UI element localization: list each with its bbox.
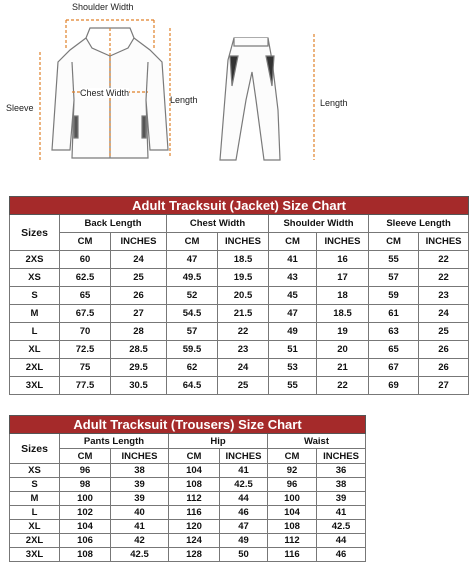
value-cell: 112 — [268, 534, 317, 548]
value-cell: 30.5 — [111, 377, 167, 395]
value-cell: 98 — [60, 478, 111, 492]
value-cell: 42.5 — [220, 478, 268, 492]
trousers-unit-header-row — [10, 449, 366, 464]
value-cell: 41 — [269, 251, 317, 269]
value-cell: 26 — [419, 359, 469, 377]
size-row — [10, 534, 366, 548]
value-cell: 41 — [111, 520, 169, 534]
size-cell: XL — [10, 341, 60, 359]
value-cell: 24 — [419, 305, 469, 323]
size-cell: XL — [10, 520, 60, 534]
value-cell: 72.5 — [60, 341, 111, 359]
value-cell: 70 — [60, 323, 111, 341]
value-cell: 25 — [218, 377, 269, 395]
value-cell: 45 — [269, 287, 317, 305]
group-header: Waist — [268, 434, 366, 449]
shoulder-width-label: Shoulder Width — [72, 2, 134, 12]
value-cell: 19.5 — [218, 269, 269, 287]
value-cell: 22 — [317, 377, 369, 395]
value-cell: 38 — [317, 478, 366, 492]
value-cell: 49.5 — [167, 269, 218, 287]
value-cell: 20.5 — [218, 287, 269, 305]
value-cell: 27 — [111, 305, 167, 323]
value-cell: 17 — [317, 269, 369, 287]
value-cell: 29.5 — [111, 359, 167, 377]
unit-header: CM — [60, 449, 111, 464]
value-cell: 28 — [111, 323, 167, 341]
trousers-size-chart — [9, 415, 366, 562]
value-cell: 62 — [167, 359, 218, 377]
unit-header: INCHES — [317, 233, 369, 251]
size-row — [10, 492, 366, 506]
value-cell: 104 — [60, 520, 111, 534]
jacket-chart-title: Adult Tracksuit (Jacket) Size Chart — [10, 197, 469, 215]
value-cell: 47 — [269, 305, 317, 323]
value-cell: 116 — [268, 548, 317, 562]
value-cell: 108 — [60, 548, 111, 562]
value-cell: 104 — [169, 464, 220, 478]
jacket-table-body — [10, 251, 469, 395]
value-cell: 120 — [169, 520, 220, 534]
value-cell: 19 — [317, 323, 369, 341]
unit-header: INCHES — [419, 233, 469, 251]
unit-header: INCHES — [111, 233, 167, 251]
value-cell: 41 — [220, 464, 268, 478]
size-row — [10, 478, 366, 492]
size-cell: 2XL — [10, 359, 60, 377]
value-cell: 65 — [369, 341, 419, 359]
size-row — [10, 520, 366, 534]
value-cell: 39 — [111, 478, 169, 492]
unit-header: CM — [269, 233, 317, 251]
value-cell: 52 — [167, 287, 218, 305]
sizes-header: Sizes — [10, 215, 60, 251]
value-cell: 42.5 — [111, 548, 169, 562]
value-cell: 106 — [60, 534, 111, 548]
value-cell: 22 — [419, 251, 469, 269]
value-cell: 18.5 — [218, 251, 269, 269]
size-cell: S — [10, 478, 60, 492]
value-cell: 108 — [268, 520, 317, 534]
value-cell: 41 — [317, 506, 366, 520]
trousers-chart-title: Adult Tracksuit (Trousers) Size Chart — [10, 416, 366, 434]
measurement-diagram — [0, 0, 474, 180]
size-cell: S — [10, 287, 60, 305]
value-cell: 24 — [111, 251, 167, 269]
group-header: Sleeve Length — [369, 215, 469, 233]
value-cell: 18.5 — [317, 305, 369, 323]
jacket-unit-header-row — [10, 233, 469, 251]
size-row — [10, 287, 469, 305]
value-cell: 47 — [220, 520, 268, 534]
value-cell: 69 — [369, 377, 419, 395]
value-cell: 100 — [268, 492, 317, 506]
value-cell: 108 — [169, 478, 220, 492]
size-row — [10, 377, 469, 395]
value-cell: 40 — [111, 506, 169, 520]
value-cell: 96 — [60, 464, 111, 478]
value-cell: 61 — [369, 305, 419, 323]
value-cell: 59.5 — [167, 341, 218, 359]
value-cell: 128 — [169, 548, 220, 562]
value-cell: 60 — [60, 251, 111, 269]
value-cell: 47 — [167, 251, 218, 269]
group-header: Chest Width — [167, 215, 269, 233]
value-cell: 26 — [111, 287, 167, 305]
size-row — [10, 251, 469, 269]
value-cell: 44 — [220, 492, 268, 506]
value-cell: 46 — [220, 506, 268, 520]
value-cell: 57 — [167, 323, 218, 341]
value-cell: 20 — [317, 341, 369, 359]
value-cell: 55 — [269, 377, 317, 395]
value-cell: 53 — [269, 359, 317, 377]
value-cell: 21.5 — [218, 305, 269, 323]
value-cell: 96 — [268, 478, 317, 492]
unit-header: CM — [169, 449, 220, 464]
size-row — [10, 323, 469, 341]
value-cell: 54.5 — [167, 305, 218, 323]
size-cell: 3XL — [10, 548, 60, 562]
value-cell: 57 — [369, 269, 419, 287]
size-row — [10, 548, 366, 562]
unit-header: INCHES — [317, 449, 366, 464]
jacket-size-chart — [9, 196, 469, 395]
value-cell: 75 — [60, 359, 111, 377]
value-cell: 36 — [317, 464, 366, 478]
unit-header: CM — [60, 233, 111, 251]
unit-header: INCHES — [220, 449, 268, 464]
value-cell: 26 — [419, 341, 469, 359]
value-cell: 67 — [369, 359, 419, 377]
size-cell: L — [10, 323, 60, 341]
value-cell: 43 — [269, 269, 317, 287]
size-row — [10, 341, 469, 359]
value-cell: 92 — [268, 464, 317, 478]
value-cell: 28.5 — [111, 341, 167, 359]
size-row — [10, 305, 469, 323]
size-row — [10, 464, 366, 478]
chest-width-label: Chest Width — [80, 88, 130, 98]
value-cell: 112 — [169, 492, 220, 506]
value-cell: 46 — [317, 548, 366, 562]
value-cell: 65 — [60, 287, 111, 305]
jacket-length-label: Length — [170, 95, 198, 105]
size-cell: 3XL — [10, 377, 60, 395]
value-cell: 116 — [169, 506, 220, 520]
value-cell: 23 — [218, 341, 269, 359]
value-cell: 38 — [111, 464, 169, 478]
size-cell: M — [10, 492, 60, 506]
size-row — [10, 359, 469, 377]
value-cell: 50 — [220, 548, 268, 562]
group-header: Pants Length — [60, 434, 169, 449]
size-cell: 2XL — [10, 534, 60, 548]
value-cell: 49 — [269, 323, 317, 341]
group-header: Hip — [169, 434, 268, 449]
unit-header: CM — [369, 233, 419, 251]
value-cell: 49 — [220, 534, 268, 548]
value-cell: 44 — [317, 534, 366, 548]
value-cell: 67.5 — [60, 305, 111, 323]
value-cell: 42 — [111, 534, 169, 548]
value-cell: 27 — [419, 377, 469, 395]
value-cell: 59 — [369, 287, 419, 305]
value-cell: 25 — [419, 323, 469, 341]
unit-header: CM — [167, 233, 218, 251]
unit-header: INCHES — [218, 233, 269, 251]
value-cell: 42.5 — [317, 520, 366, 534]
value-cell: 16 — [317, 251, 369, 269]
size-row — [10, 506, 366, 520]
value-cell: 62.5 — [60, 269, 111, 287]
size-row — [10, 269, 469, 287]
size-cell: XS — [10, 464, 60, 478]
value-cell: 124 — [169, 534, 220, 548]
size-cell: XS — [10, 269, 60, 287]
value-cell: 25 — [111, 269, 167, 287]
value-cell: 102 — [60, 506, 111, 520]
group-header: Back Length — [60, 215, 167, 233]
value-cell: 100 — [60, 492, 111, 506]
jacket-group-header-row — [10, 215, 469, 233]
value-cell: 104 — [268, 506, 317, 520]
trousers-group-header-row — [10, 434, 366, 449]
value-cell: 63 — [369, 323, 419, 341]
trousers-illustration — [220, 38, 280, 160]
value-cell: 22 — [419, 269, 469, 287]
garment-illustration — [0, 0, 474, 180]
value-cell: 39 — [317, 492, 366, 506]
value-cell: 51 — [269, 341, 317, 359]
size-cell: L — [10, 506, 60, 520]
unit-header: INCHES — [111, 449, 169, 464]
value-cell: 21 — [317, 359, 369, 377]
value-cell: 55 — [369, 251, 419, 269]
value-cell: 77.5 — [60, 377, 111, 395]
sleeve-label: Sleeve — [6, 103, 34, 113]
unit-header: CM — [268, 449, 317, 464]
value-cell: 22 — [218, 323, 269, 341]
size-cell: M — [10, 305, 60, 323]
sizes-header: Sizes — [10, 434, 60, 464]
group-header: Shoulder Width — [269, 215, 369, 233]
value-cell: 64.5 — [167, 377, 218, 395]
value-cell: 18 — [317, 287, 369, 305]
value-cell: 39 — [111, 492, 169, 506]
trousers-length-label: Length — [320, 98, 348, 108]
value-cell: 24 — [218, 359, 269, 377]
trousers-table-body — [10, 464, 366, 562]
size-cell: 2XS — [10, 251, 60, 269]
value-cell: 23 — [419, 287, 469, 305]
